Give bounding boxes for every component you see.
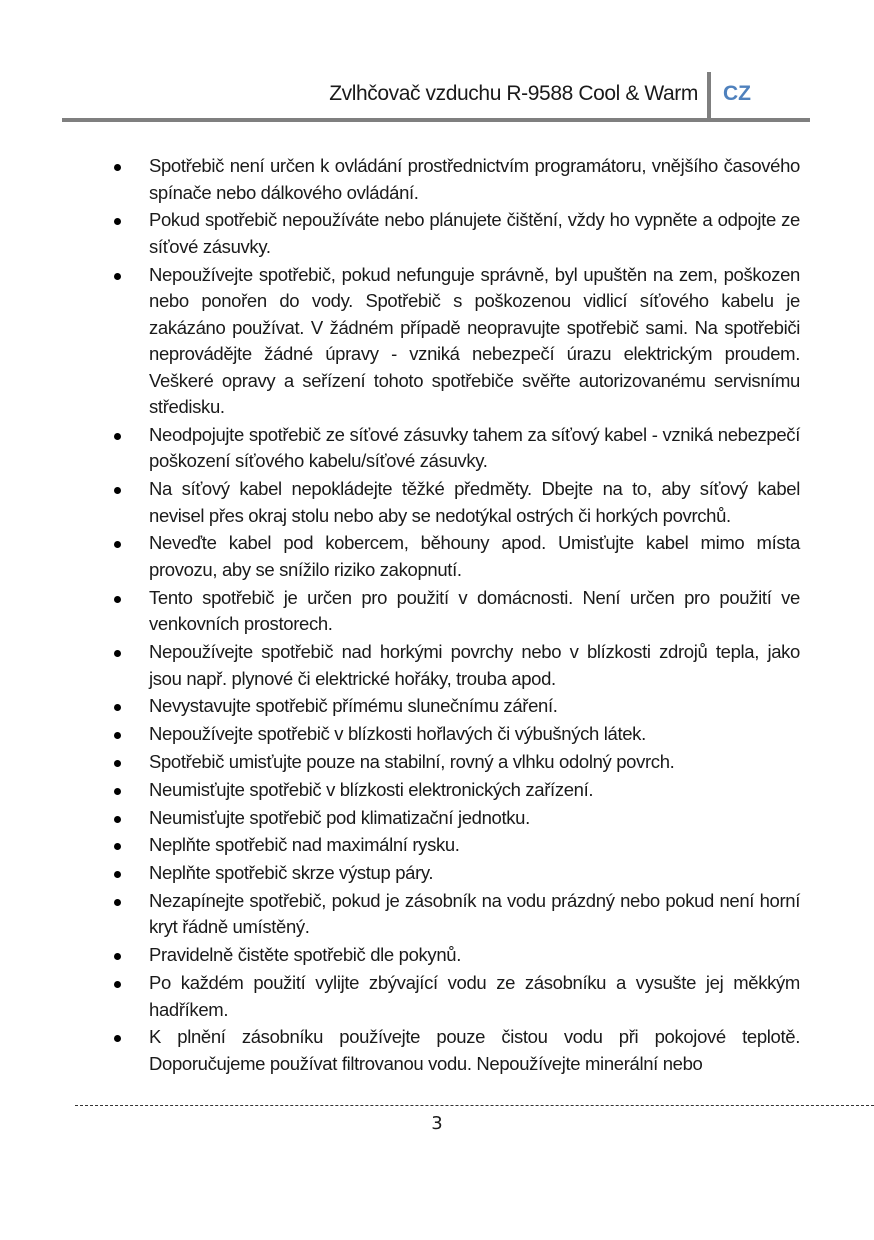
list-item-text: Neodpojujte spotřebič ze síťové zásuvky tahem za síťový kabel - vzniká nebezpečí poškození síťového kabelu/síťové zásuvky. — [149, 423, 800, 472]
header-separator — [707, 72, 711, 120]
list-item — [104, 530, 800, 583]
list-item — [104, 585, 800, 638]
bullet-icon — [114, 273, 121, 280]
bullet-icon — [114, 487, 121, 494]
list-item-text: Neumisťujte spotřebič v blízkosti elektronických zařízení. — [149, 778, 594, 800]
list-item — [104, 262, 800, 421]
bullet-icon — [114, 650, 121, 657]
list-item-text: Neumisťujte spotřebič pod klimatizační jednotku. — [149, 806, 530, 828]
bullet-icon — [114, 981, 121, 988]
list-item-text: Spotřebič není určen k ovládání prostřednictvím programátoru, vnějšího časového spínače nebo dálkového ovládání. — [149, 155, 800, 203]
list-item — [104, 422, 800, 475]
list-item-text: Nevystavujte spotřebič přímému slunečnímu záření. — [149, 695, 558, 717]
list-item-text: Pokud spotřebič nepoužíváte nebo plánujete čištění, vždy ho vypněte a odpojte ze síťové zásuvky. — [149, 209, 800, 257]
bullet-icon — [114, 1035, 121, 1042]
list-item — [104, 476, 800, 529]
header-rule — [62, 118, 810, 122]
list-item-text: Neplňte spotřebič skrze výstup páry. — [149, 862, 434, 884]
bullet-icon — [114, 218, 121, 225]
list-item-text: Nezapínejte spotřebič, pokud je zásobník na vodu prázdný nebo pokud není horní kryt řádně umístěný. — [149, 889, 800, 938]
list-item — [104, 942, 800, 969]
list-item-text: Neplňte spotřebič nad maximální rysku. — [149, 834, 460, 856]
list-item-text: Pravidelně čistěte spotřebič dle pokynů. — [149, 944, 461, 966]
list-item — [104, 1024, 800, 1077]
bullet-icon — [114, 596, 121, 603]
list-item-text: Tento spotřebič je určen pro použití v domácnosti. Není určen pro použití ve venkovních prostorech. — [149, 586, 800, 635]
list-item — [104, 639, 800, 692]
bullet-icon — [114, 760, 121, 767]
bullet-icon — [114, 704, 121, 711]
bullet-icon — [114, 433, 121, 440]
list-item — [104, 805, 800, 832]
bullet-icon — [114, 541, 121, 548]
bullet-icon — [114, 788, 121, 795]
list-item-text: Na síťový kabel nepokládejte těžké předměty. Dbejte na to, aby síťový kabel nevisel přes okraj stolu nebo aby se nedotýkal ostrých či horkých povrchů. — [149, 478, 800, 526]
list-item — [104, 207, 800, 260]
bullet-icon — [114, 843, 121, 850]
footer-rule — [75, 1105, 874, 1106]
bullet-icon — [114, 164, 121, 171]
bullet-icon — [114, 871, 121, 878]
list-item-text: Nepoužívejte spotřebič nad horkými povrchy nebo v blízkosti zdrojů tepla, jako jsou např. plynové či elektrické hořáky, trouba apod. — [149, 641, 800, 689]
page-number: 3 — [431, 1113, 443, 1134]
bullet-icon — [114, 899, 121, 906]
document-title: Zvlhčovač vzduchu R-9588 Cool & Warm — [329, 82, 698, 105]
list-item — [104, 749, 800, 776]
list-item — [104, 860, 800, 887]
list-item — [104, 832, 800, 859]
bullet-icon — [114, 732, 121, 739]
bullet-list — [104, 153, 800, 1077]
list-item — [104, 970, 800, 1023]
list-item-text: K plnění zásobníku používejte pouze čistou vodu při pokojové teplotě. Doporučujeme používat filtrovanou vodu. Nepoužívejte minerální nebo — [149, 1026, 800, 1074]
list-item-text: Po každém použití vylijte zbývající vodu ze zásobníku a vysušte jej měkkým hadříkem. — [149, 972, 800, 1020]
list-item-text: Nepoužívejte spotřebič, pokud nefunguje správně, byl upuštěn na zem, poškozen nebo ponořen do vody. Spotřebič s poškozenou vidlicí síťového kabelu je zakázáno používat. V žádném případě neopravujte spotřebič sami. Na spotřebiči neprovádějte žádné úpravy - vzniká nebezpečí úrazu elektrickým proudem. Veškeré opravy a seřízení tohoto spotřebiče svěřte autorizovanému servisnímu středisku. — [149, 263, 800, 418]
bullet-icon — [114, 816, 121, 823]
list-item — [104, 777, 800, 804]
list-item — [104, 721, 800, 748]
language-code: CZ — [723, 82, 751, 105]
list-item-text: Neveďte kabel pod kobercem, běhouny apod. Umisťujte kabel mimo místa provozu, aby se snížilo riziko zakopnutí. — [149, 532, 800, 580]
list-item — [104, 153, 800, 206]
list-item — [104, 693, 800, 720]
safety-instructions — [104, 153, 800, 1079]
list-item — [104, 888, 800, 941]
list-item-text: Nepoužívejte spotřebič v blízkosti hořlavých či výbušných látek. — [149, 723, 646, 745]
bullet-icon — [114, 953, 121, 960]
list-item-text: Spotřebič umisťujte pouze na stabilní, rovný a vlhku odolný povrch. — [149, 750, 675, 772]
page-header — [62, 72, 810, 122]
